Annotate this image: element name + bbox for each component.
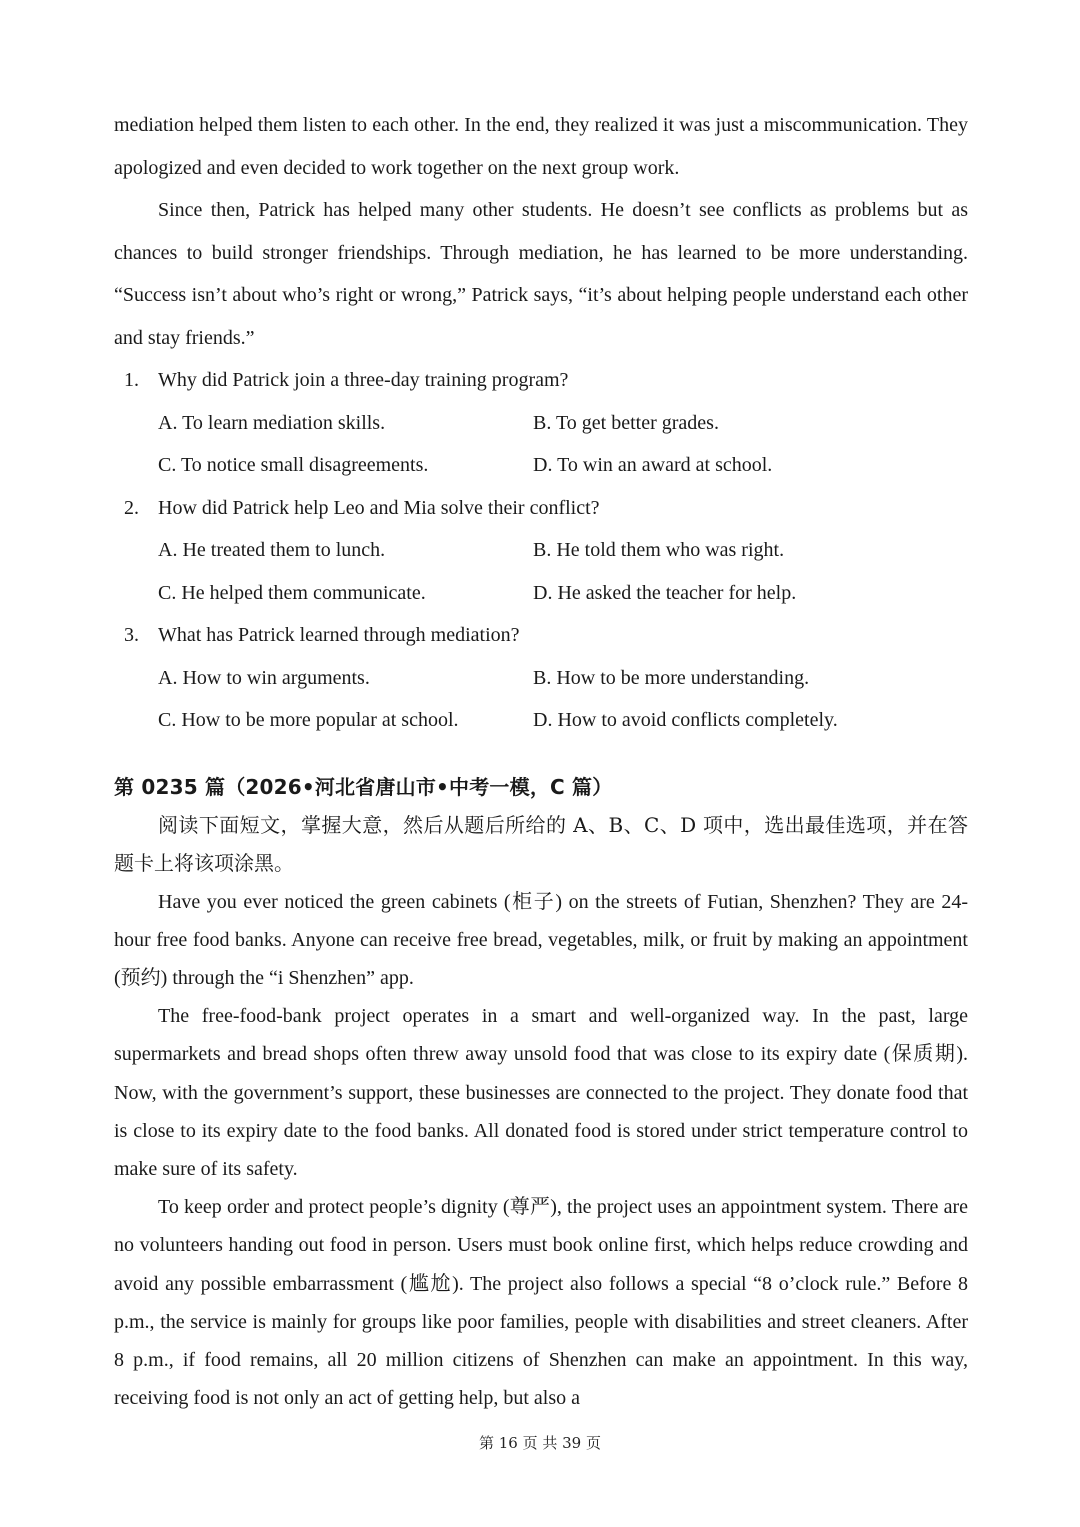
question-3 xyxy=(114,614,968,742)
passage-b-paragraph-1: Have you ever noticed the green cabinets (柜子) on the streets of Futian, Shenzhen? They are 24-hour free food banks. Anyone can receive free bread, vegetables, milk, or fruit by making an appointment (预约) through the “i Shenzhen” app. xyxy=(114,890,968,989)
option-c: C. How to be more popular at school. xyxy=(158,709,459,731)
option-b: B. To get better grades. xyxy=(533,411,719,434)
option-b: B. He told them who was right. xyxy=(533,539,785,561)
option-a: A. How to win arguments. xyxy=(158,666,370,689)
question-number: 3. xyxy=(124,624,139,646)
section-heading: 第 0235 篇（2026•河北省唐山市•中考一模，C 篇） xyxy=(114,774,613,799)
question-number: 2. xyxy=(124,496,139,519)
page-content xyxy=(114,104,968,1417)
question-options xyxy=(114,529,968,614)
question-options xyxy=(114,657,968,742)
option-a: A. To learn mediation skills. xyxy=(158,411,386,434)
question-number: 1. xyxy=(124,369,139,391)
passage-a-paragraph-2: Since then, Patrick has helped many other students. He doesn’t see conflicts as problems but as chances to build stronger friendships. Through mediation, he has learned to be more understanding. “Success isn’t about who’s right or wrong,” Patrick says, “it’s about helping people understand each other and stay friends.” xyxy=(114,199,968,349)
option-b: B. How to be more understanding. xyxy=(533,666,810,689)
page-footer: 第 16 页 共 39 页 xyxy=(478,1434,601,1452)
option-d: D. How to avoid conflicts completely. xyxy=(533,709,838,731)
option-d: D. He asked the teacher for help. xyxy=(533,581,797,604)
question-2 xyxy=(114,487,968,615)
option-a: A. He treated them to lunch. xyxy=(158,539,386,561)
question-1 xyxy=(114,359,968,487)
passage-b-paragraph-3: To keep order and protect people’s dignity (尊严), the project uses an appointment system. There are no volunteers handing out food in person. Users must book online first, which helps reduce crowding and avoid any possible embarrassment (尴尬). The project also follows a special “8 o’clock rule.” Before 8 p.m., the service is mainly for groups like poor families, people with disabilities and street cleaners. After 8 p.m., if food remains, all 20 million citizens of Shenzhen can make an appointment. In this way, receiving food is not only an act of getting help, but also a xyxy=(114,1196,968,1410)
question-text: How did Patrick help Leo and Mia solve their conflict? xyxy=(158,496,600,519)
question-text: What has Patrick learned through mediation? xyxy=(158,624,520,646)
question-options xyxy=(114,402,968,487)
passage-a-paragraph-1: mediation helped them listen to each other. In the end, they realized it was just a miscommunication. They apologized and even decided to work together on the next group work. xyxy=(114,114,968,179)
passage-b-paragraph-2: The free-food-bank project operates in a smart and well-organized way. In the past, large supermarkets and bread shops often threw away unsold food that was close to its expiry date (保质期). Now, with the government’s support, these businesses are connected to the project. They donate food that is close to its expiry date to the food banks. All donated food is stored under strict temperature control to make sure of its safety. xyxy=(114,1005,968,1180)
option-c: C. He helped them communicate. xyxy=(158,581,426,604)
section-instruction: 阅读下面短文，掌握大意，然后从题后所给的 A、B、C、D 项中，选出最佳选项，并在答题卡上将该项涂黑。 xyxy=(114,812,968,875)
question-text: Why did Patrick join a three-day training program? xyxy=(158,369,569,391)
option-c: C. To notice small disagreements. xyxy=(158,454,429,476)
option-d: D. To win an award at school. xyxy=(533,454,773,476)
